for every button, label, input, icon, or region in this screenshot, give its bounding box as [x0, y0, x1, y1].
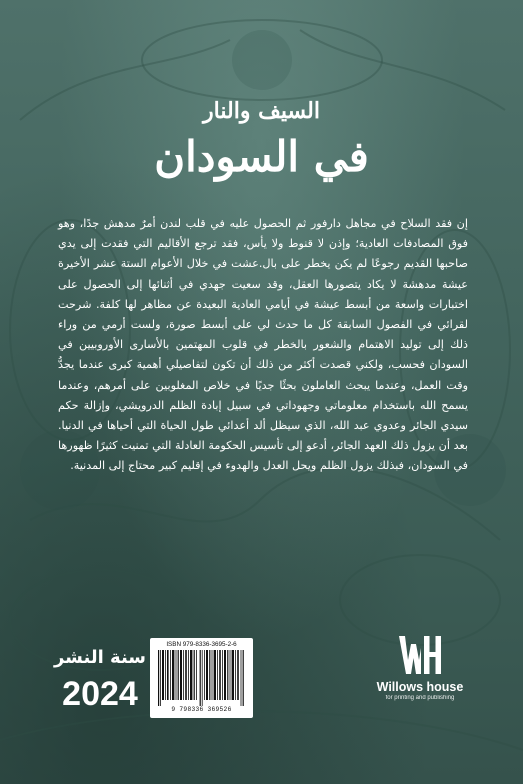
- publication-year: 2024: [62, 675, 138, 713]
- book-title: [0, 96, 523, 182]
- willows-house-logo-icon: [397, 634, 443, 678]
- back-cover-blurb: إن فقد السلاح في مجاهل دارفور ثم الحصول عليه في قلب لندن أمرٌ مدهش جدًا، وهو فوق المصادفات العادية؛ وإذن لا قنوط ولا يأس، فقد ترجع الأقاليم التي فقدت إلى يدي صاحبها القديم رجوعًا لم يكن يخطر على بال.عشت في خلال الأعوام الستة عشر الأخيرة عيشة مدهشة لا يكاد يتصورها العقل، وقد سعيت جهدي في أثنائها إلى الحصول على اختبارات واسعة من أبسط عيشة في أيامي العادية البعيدة عن مظاهر لها كلفة. شرحت لقرائي في الفصول السابقة كل ما حدث لي على أبسط صورة، ولست أرمي من وراء ذلك إلى توليد الاهتمام والشعور بالخطر في قلوب المهتمين بالأسارى الأوروبيين في السودان فحسب، ولكني قصدت أكثر من ذلك أن تكون لتفاصيلي أهمية كبرى عندما يجدُّ وقت العمل، وعندما يبحث العاملون بحثًا جديًا في خلاص المغلوبين على أمرهم، وعندما يسمح الله باستخدام معلوماتي وجهوداتي في سبيل إبادة الظلم الدرويشي، وإزالة حكم سيدي الجائر وعدوي عبد الله، الذي سيظل ألد أعدائي طول الحياة التي أحياها في الدنيا. بعد أن يزول ذلك العهد الجائر، أدعو إلى تأسيس الحكومة العادلة التي تمنيت كثيرًا ظهورها في السودان، فبذلك يزول الظلم ويحل العدل والهدوء في إقليم كبير محتاج إلى المدنية.: [58, 217, 468, 473]
- publisher-name: Willows house: [376, 680, 464, 694]
- title-line-1: السيف والنار: [203, 98, 320, 124]
- barcode-icon: [156, 650, 248, 706]
- isbn-barcode: [150, 638, 253, 718]
- publication-year-label: سنة النشر: [53, 647, 147, 668]
- isbn-label: ISBN 979-8336-3695-2-6: [166, 641, 237, 648]
- isbn-digits: 9 798336 369526: [171, 706, 232, 713]
- title-line-2: في السودان: [154, 132, 369, 181]
- publisher-logo: [372, 634, 468, 712]
- publisher-tagline: for printing and publishing: [385, 695, 455, 701]
